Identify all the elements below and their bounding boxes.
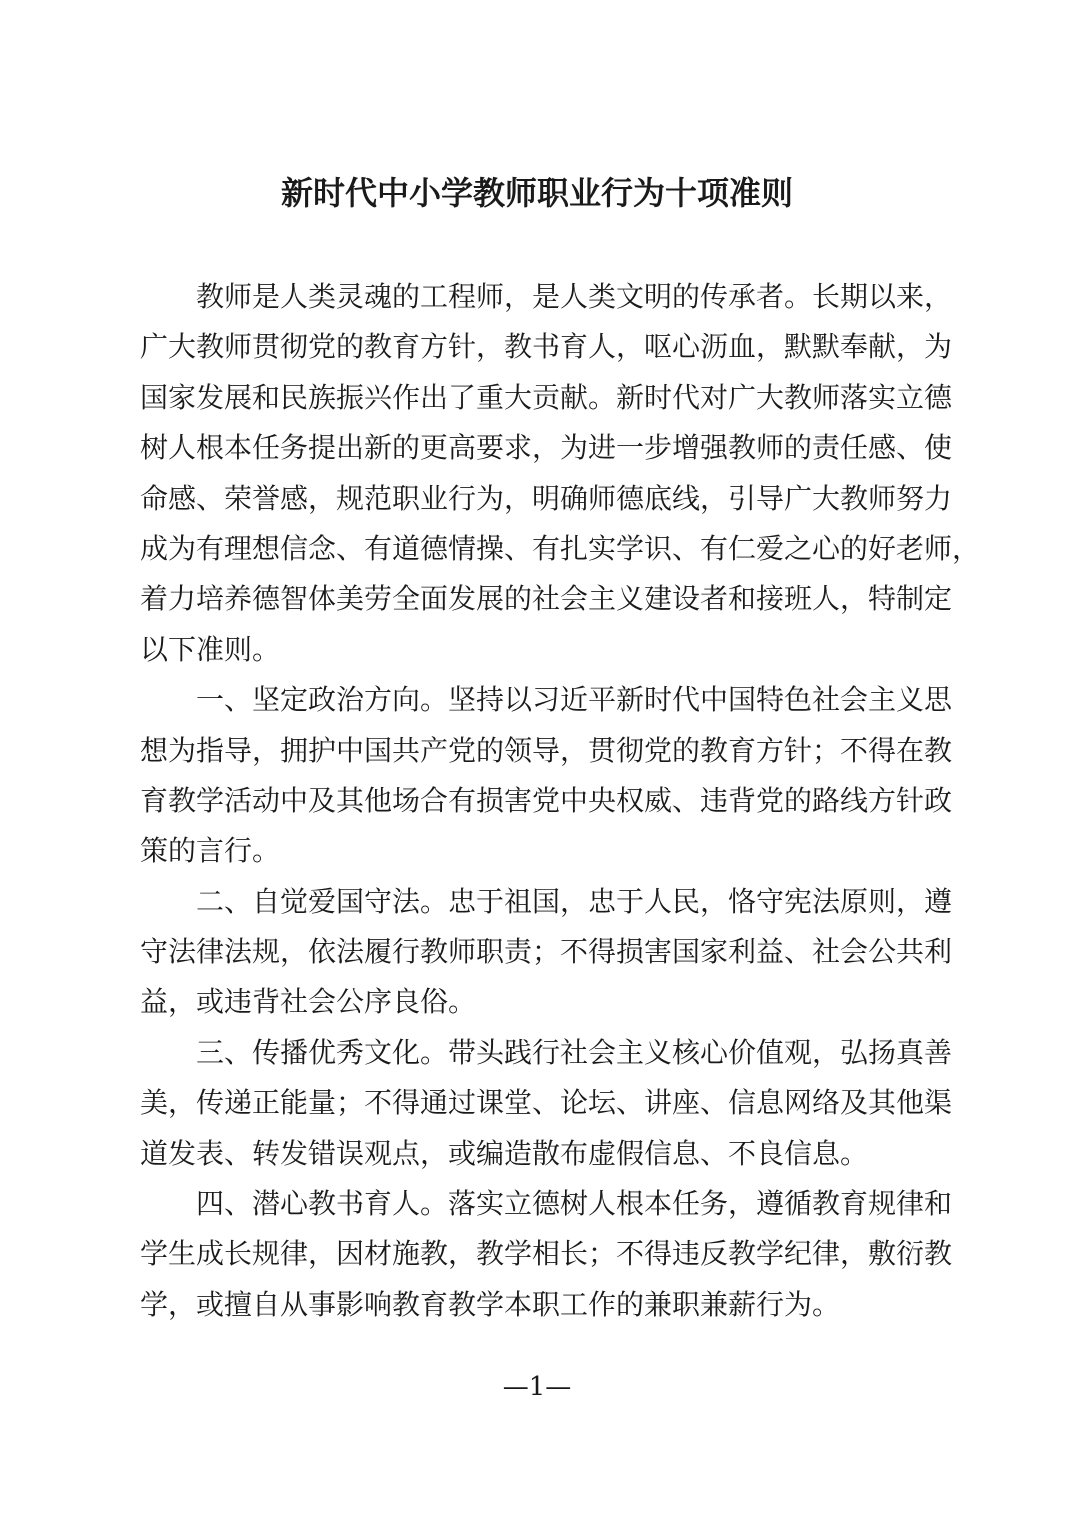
document-body [140,272,981,1330]
paragraph-line: 美，传递正能量；不得通过课堂、论坛、讲座、信息网络及其他渠 [140,1086,953,1120]
paragraph-line: 四、潜心教书育人。落实立德树人根本任务，遵循教育规律和 [196,1187,953,1221]
paragraph-line: 守法律法规，依法履行教师职责；不得损害国家利益、社会公共利 [140,935,953,969]
paragraph-line: 国家发展和民族振兴作出了重大贡献。新时代对广大教师落实立德 [140,380,953,414]
paragraph-line: 树人根本任务提出新的更高要求，为进一步增强教师的责任感、使 [140,431,953,465]
paragraph-line: 成为有理想信念、有道德情操、有扎实学识、有仁爱之心的好老师， [140,531,981,565]
page-number: —1— [502,1372,572,1402]
paragraph-line: 育教学活动中及其他场合有损害党中央权威、违背党的路线方针政 [140,783,953,817]
paragraph [140,877,953,1028]
paragraph-line: 着力培养德智体美劳全面发展的社会主义建设者和接班人，特制定 [140,582,953,616]
paragraph-line: 二、自觉爱国守法。忠于祖国，忠于人民，恪守宪法原则，遵 [196,884,953,918]
paragraph-line: 广大教师贯彻党的教育方针，教书育人，呕心沥血，默默奉献，为 [140,330,953,364]
paragraph [140,272,981,675]
paragraph-line: 三、传播优秀文化。带头践行社会主义核心价值观，弘扬真善 [196,1035,953,1069]
paragraph-line: 一、坚定政治方向。坚持以习近平新时代中国特色社会主义思 [196,683,953,717]
paragraph-line: 命感、荣誉感，规范职业行为，明确师德底线，引导广大教师努力 [140,481,953,515]
paragraph-line: 益，或违背社会公序良俗。 [140,985,477,1019]
paragraph [140,1179,953,1330]
paragraph-line: 策的言行。 [140,834,281,868]
paragraph-line: 道发表、转发错误观点，或编造散布虚假信息、不良信息。 [140,1136,869,1170]
document-title: 新时代中小学教师职业行为十项准则 [280,174,793,212]
paragraph-line: 以下准则。 [140,632,281,666]
paragraph-line: 教师是人类灵魂的工程师，是人类文明的传承者。长期以来， [196,280,953,313]
paragraph-line: 想为指导，拥护中国共产党的领导，贯彻党的教育方针；不得在教 [140,733,953,767]
paragraph [140,1028,953,1179]
paragraph-line: 学生成长规律，因材施教，教学相长；不得违反教学纪律，敷衍教 [140,1237,953,1271]
paragraph-line: 学，或擅自从事影响教育教学本职工作的兼职兼薪行为。 [140,1287,841,1321]
paragraph [140,675,953,877]
